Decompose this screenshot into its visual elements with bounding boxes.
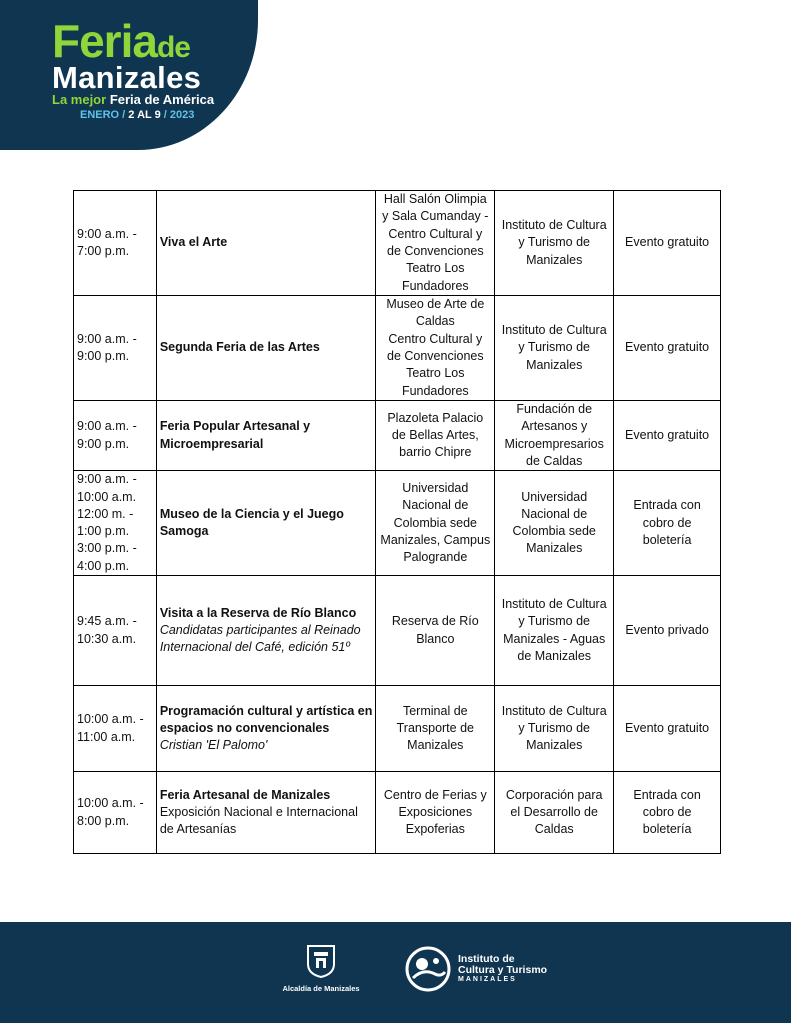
cost-cell [614, 686, 721, 772]
alcaldia-label: Alcaldía de Manizales [282, 984, 360, 993]
place-cell [376, 471, 495, 576]
event-subtitle: Exposición Nacional e Internacional de Artesanías [159, 805, 358, 837]
place-cell-line: Reserva de Río [391, 614, 479, 629]
place-cell-line: Manizales [407, 738, 464, 753]
time-cell-line: 9:00 p.m. [77, 349, 130, 363]
time-cell-line: 8:00 p.m. [77, 813, 130, 828]
place-cell-line: Nacional de [402, 498, 469, 513]
place-cell-line: Palogrande [403, 550, 468, 565]
time-cell-line: 10:00 a.m. [77, 489, 137, 504]
table-row [74, 576, 721, 686]
organizer-cell-line: Manizales [526, 357, 583, 372]
schedule-table [73, 190, 721, 854]
institute-city: MANIZALES [458, 976, 517, 983]
organizer-cell-line: y Turismo de [518, 614, 590, 629]
time-cell-line: 9:00 p.m. [77, 436, 130, 451]
organizer-cell-line: Nacional de [521, 506, 588, 521]
cost-cell-line: Evento gratuito [625, 427, 710, 442]
time-cell [74, 772, 157, 854]
institute-emblem-icon [405, 946, 451, 992]
time-cell-line: 10:00 a.m. - [77, 796, 144, 811]
organizer-cell [495, 772, 614, 854]
place-cell-line: de Convenciones [387, 244, 484, 258]
organizer-cell-line: y Turismo de [518, 721, 590, 736]
table-row [74, 401, 721, 471]
time-cell-line: 10:30 a.m. [77, 631, 137, 646]
cost-cell-line: cobro de [642, 515, 692, 530]
place-cell-line: Centro de Ferias y [383, 787, 487, 802]
place-cell-line: y Sala Cumanday - [382, 209, 489, 224]
place-cell-line: Colombia sede [393, 515, 477, 530]
place-cell-line: Expoferias [405, 822, 465, 837]
time-cell-line: 11:00 a.m. [77, 729, 136, 744]
place-cell-line: de Convenciones [387, 349, 484, 363]
event-cell [156, 191, 376, 296]
place-cell-line: Teatro Los [406, 261, 465, 276]
table-row [74, 296, 721, 401]
cost-cell-line: boletería [642, 822, 692, 837]
logo-tagline: La mejor Feria de América [52, 92, 215, 107]
cost-cell-line: Entrada con [633, 787, 701, 802]
place-cell [376, 576, 495, 686]
event-title: Feria Popular Artesanal y Microempresarial [159, 419, 311, 451]
cost-cell [614, 401, 721, 471]
cost-cell [614, 772, 721, 854]
time-cell [74, 576, 157, 686]
place-cell-line: Caldas [415, 314, 455, 329]
cost-cell [614, 471, 721, 576]
organizer-cell-line: Artesanos y [521, 419, 588, 434]
event-title: Museo de la Ciencia y el Juego Samoga [159, 506, 344, 539]
place-cell [376, 686, 495, 772]
organizer-cell-line: Instituto de Cultura [501, 323, 607, 338]
event-title: Segunda Feria de las Artes [159, 340, 320, 355]
event-title: Programación cultural y artística en espacios no convencionales [159, 703, 373, 736]
event-title: Feria Artesanal de Manizales [159, 787, 331, 802]
event-title: Viva el Arte [159, 235, 228, 250]
header-logo-badge [0, 0, 258, 150]
organizer-cell-line: Instituto de Cultura [501, 597, 607, 612]
place-cell-line: Manizales, Campus [380, 532, 491, 547]
time-cell [74, 471, 157, 576]
organizer-cell-line: Instituto de Cultura [501, 218, 607, 233]
time-cell-line: 9:00 a.m. - [77, 419, 137, 434]
place-cell-line: Centro Cultural y [388, 331, 483, 346]
cost-cell-line: boletería [642, 532, 692, 547]
event-cell [156, 686, 376, 772]
organizer-cell-line: Fundación de [516, 402, 593, 416]
organizer-cell-line: Manizales [526, 252, 583, 267]
table-row [74, 686, 721, 772]
organizer-cell-line: y Turismo de [518, 235, 590, 250]
organizer-cell-line: el Desarrollo de [510, 805, 598, 820]
time-cell-line: 7:00 p.m. [77, 244, 130, 258]
organizer-cell-line: Manizales [526, 738, 583, 753]
organizer-cell-line: Microempresarios [504, 436, 604, 451]
organizer-cell [495, 401, 614, 471]
time-cell [74, 191, 157, 296]
place-cell-line: Fundadores [401, 278, 469, 293]
table-row [74, 191, 721, 296]
place-cell-line: Centro Cultural y [388, 226, 483, 241]
organizer-cell-line: de Manizales [517, 648, 592, 663]
time-cell-line: 9:00 a.m. - [77, 226, 137, 241]
time-cell-line: 1:00 p.m. [77, 524, 130, 539]
cost-cell-line: Evento gratuito [625, 340, 710, 355]
organizer-cell-line: Colombia sede [512, 524, 596, 539]
logo-feria: Feriade [52, 15, 190, 67]
place-cell [376, 401, 495, 471]
cost-cell [614, 191, 721, 296]
cost-cell-line: cobro de [642, 805, 692, 820]
organizer-cell [495, 471, 614, 576]
organizer-cell-line: Corporación para [505, 787, 603, 802]
time-cell-line: 9:45 a.m. - [77, 614, 137, 629]
table-row [74, 772, 721, 854]
organizer-cell-line: Manizales [526, 541, 583, 556]
organizer-cell [495, 296, 614, 401]
time-cell-line: 3:00 p.m. - [77, 541, 137, 556]
institute-name: Instituto de Cultura y Turismo [458, 953, 548, 976]
cost-cell [614, 576, 721, 686]
place-cell-line: Hall Salón Olimpia [383, 192, 487, 207]
place-cell-line: Museo de Arte de [386, 297, 485, 312]
place-cell-line: Blanco [416, 631, 455, 646]
organizer-cell-line: Caldas [534, 822, 574, 837]
footer-bar [0, 922, 791, 1023]
logo-date: ENERO / 2 AL 9 / 2023 [80, 109, 195, 121]
event-cell [156, 576, 376, 686]
event-cell [156, 401, 376, 471]
organizer-cell-line: Manizales - Aguas [503, 631, 606, 646]
event-title: Visita a la Reserva de Río Blanco [159, 605, 357, 620]
place-cell [376, 296, 495, 401]
place-cell [376, 772, 495, 854]
organizer-cell-line: y Turismo de [518, 340, 590, 355]
time-cell [74, 296, 157, 401]
time-cell [74, 686, 157, 772]
time-cell-line: 9:00 a.m. - [77, 331, 137, 346]
place-cell-line: barrio Chipre [399, 445, 472, 460]
place-cell-line: Transporte de [396, 721, 474, 736]
shield-icon [306, 944, 336, 978]
logo-city: Manizales [52, 60, 202, 95]
cost-cell-line: Evento privado [625, 623, 709, 638]
place-cell-line: Plazoleta Palacio [387, 410, 484, 425]
organizer-cell [495, 686, 614, 772]
event-cell [156, 772, 376, 854]
place-cell-line: Exposiciones [398, 805, 473, 820]
place-cell-line: Teatro Los [406, 366, 465, 381]
event-subtitle: Cristian 'El Palomo' [159, 738, 268, 753]
event-cell [156, 296, 376, 401]
organizer-cell-line: de Caldas [526, 453, 583, 468]
event-subtitle: Candidatas participantes al Reinado Internacional del Café, edición 51º [159, 623, 361, 655]
alcaldia-logo [278, 944, 364, 993]
place-cell-line: Universidad [402, 480, 469, 495]
time-cell-line: 4:00 p.m. [77, 558, 130, 573]
time-cell [74, 401, 157, 471]
organizer-cell-line: Universidad [521, 489, 588, 504]
time-cell-line: 10:00 a.m. - [77, 712, 144, 727]
place-cell [376, 191, 495, 296]
cost-cell-line: Evento gratuito [625, 721, 710, 736]
event-cell [156, 471, 376, 576]
organizer-cell [495, 191, 614, 296]
organizer-cell-line: Instituto de Cultura [501, 703, 607, 718]
place-cell-line: Terminal de [402, 703, 468, 718]
time-cell-line: 9:00 a.m. - [77, 472, 137, 487]
place-cell-line: Fundadores [401, 383, 469, 398]
organizer-cell [495, 576, 614, 686]
table-row [74, 471, 721, 576]
cost-cell [614, 296, 721, 401]
cost-cell-line: Evento gratuito [625, 235, 710, 250]
place-cell-line: de Bellas Artes, [391, 427, 479, 442]
time-cell-line: 12:00 m. - [77, 506, 134, 521]
cost-cell-line: Entrada con [633, 498, 701, 513]
